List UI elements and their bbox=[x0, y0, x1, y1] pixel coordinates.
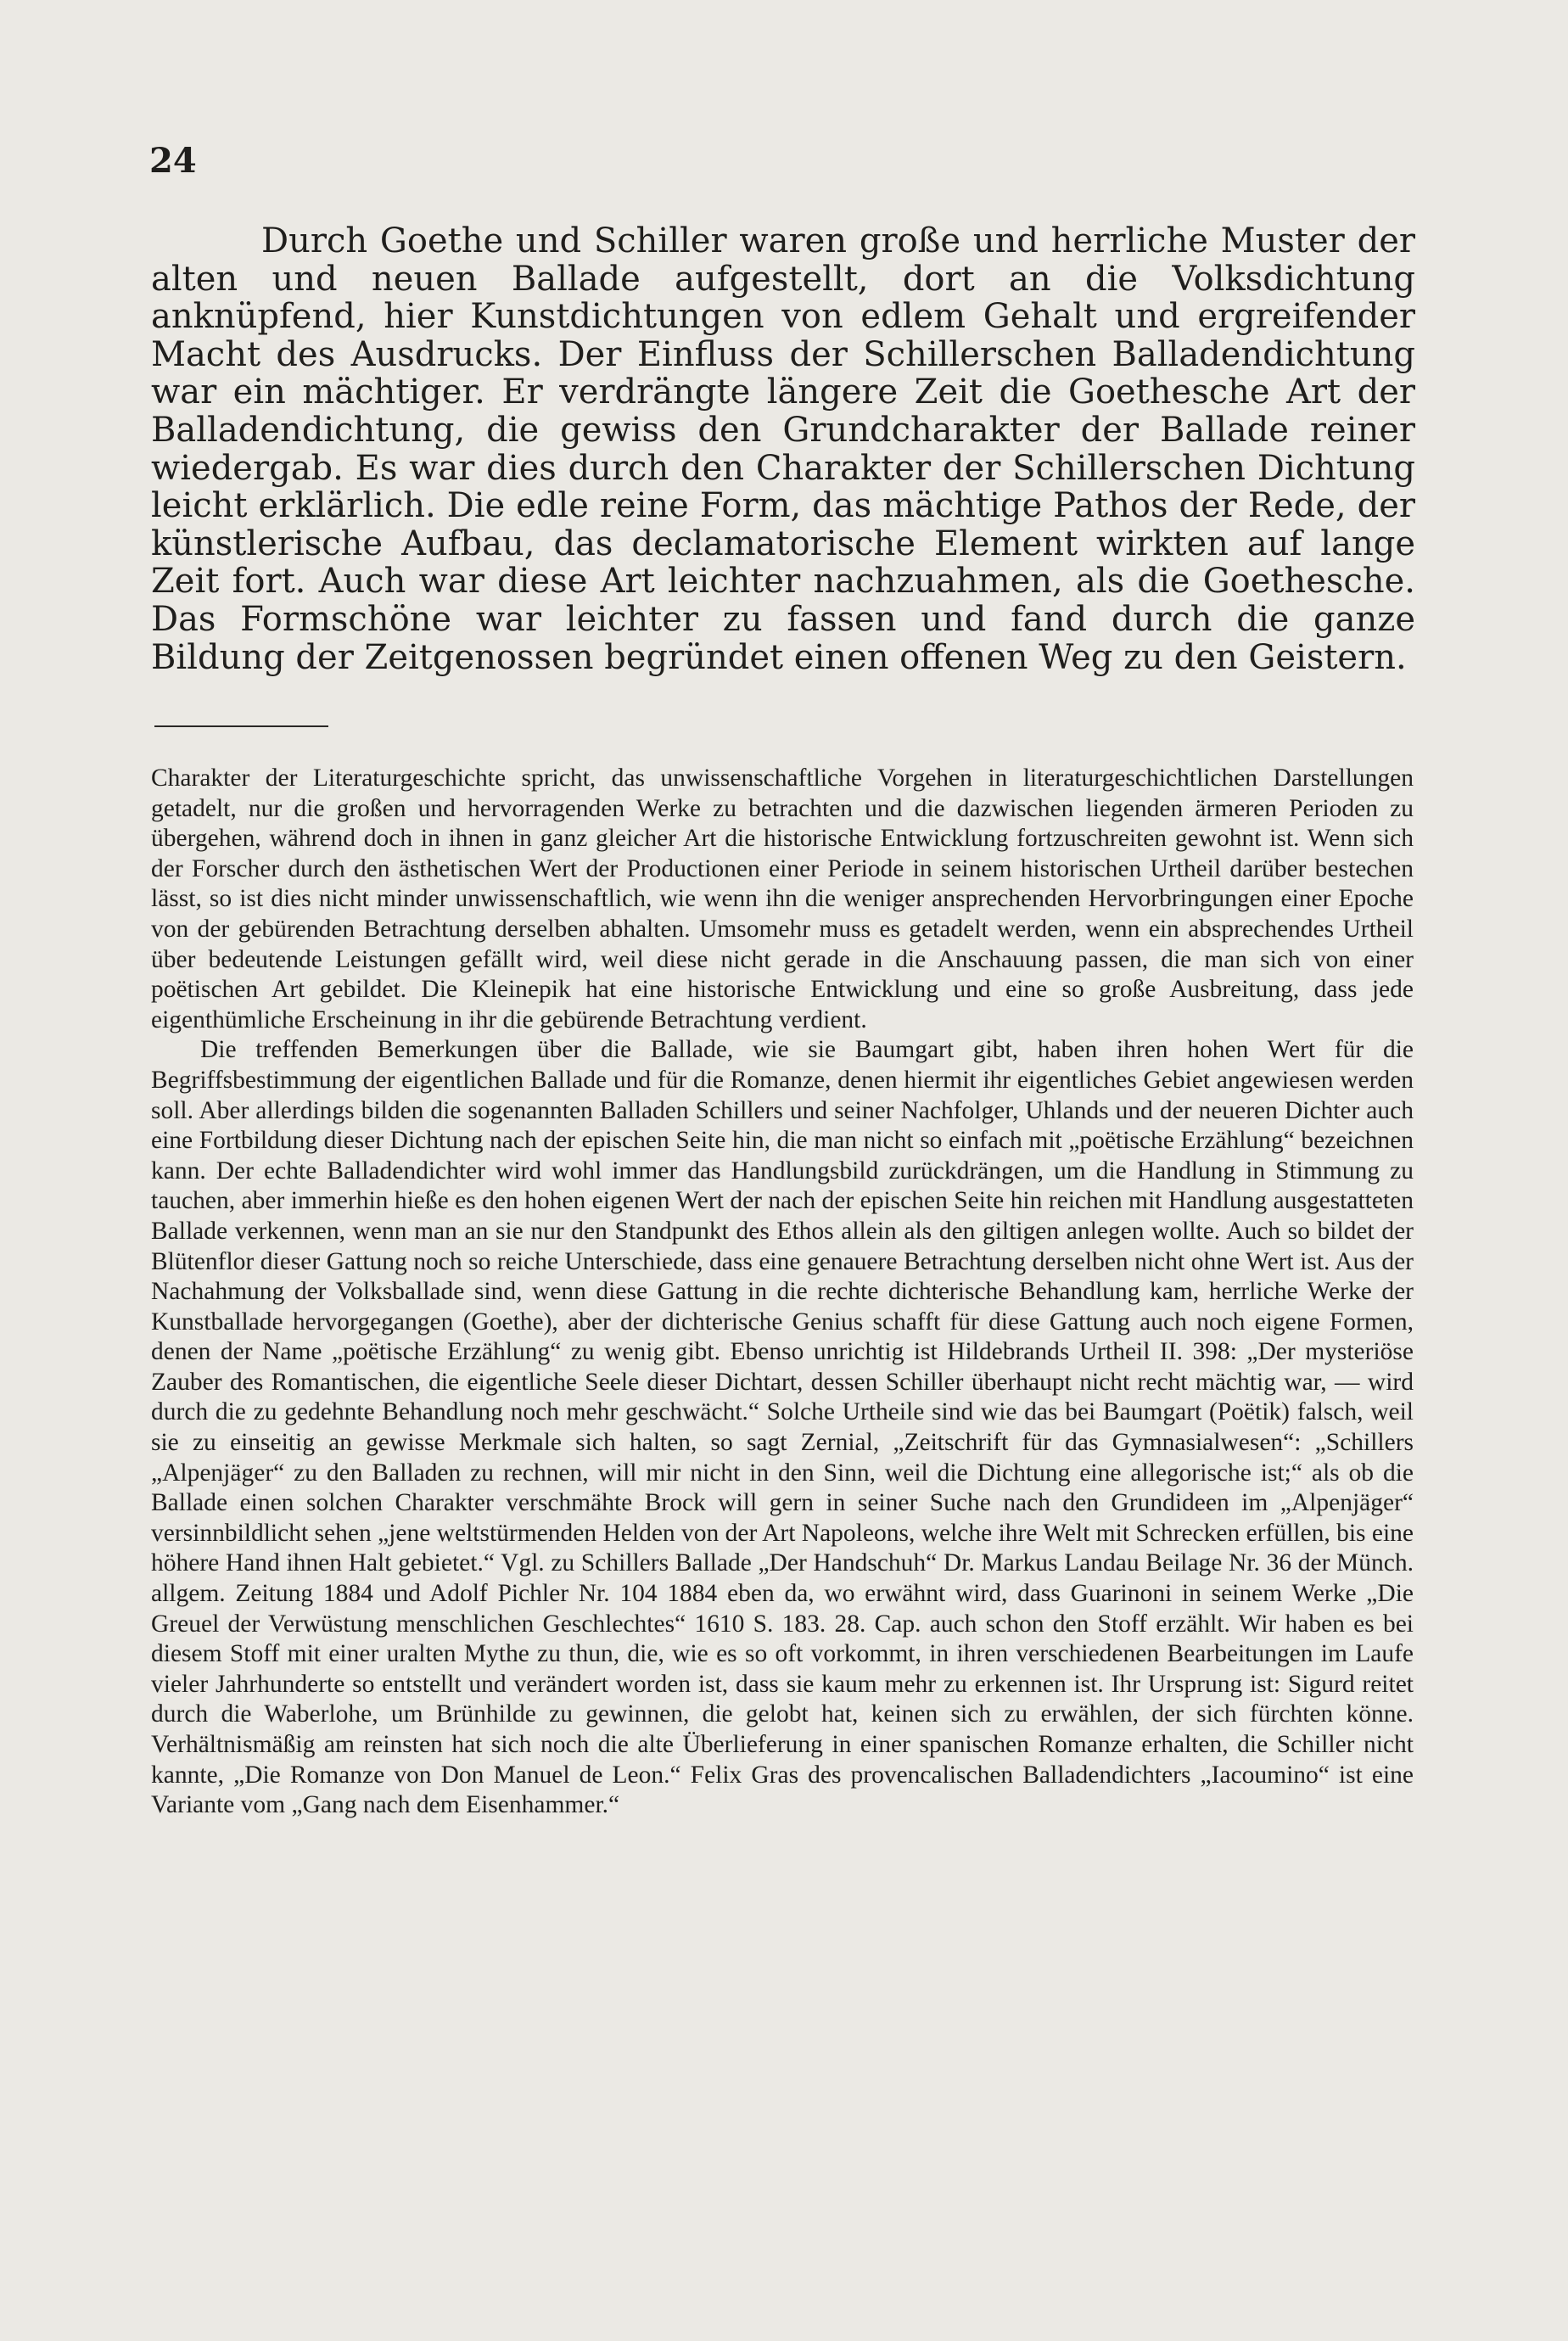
footnote-paragraph-1: Charakter der Literaturgeschichte spricht, das unwissenschaftliche Vorgehen in literaturgeschichtlichen Darstellungen getadelt, nur die großen und hervorragenden Werke zu betrachten und die dazwischen liegenden ärmeren Perioden zu übergehen, während doch in ihnen in ganz gleicher Art die historische Entwicklung fortzuschreiten gewohnt ist. Wenn sich der Forscher durch den ästhetischen Wert der Productionen einer Periode in seinem historischen Urtheil darüber bestechen lässt, so ist dies nicht minder unwissenschaftlich, wie wenn ihn die weniger ansprechenden Hervorbringungen einer Epoche von der gebürenden Betrachtung derselben abhalten. Umsomehr muss es getadelt werden, wenn ein absprechendes Urtheil über bedeutende Leistungen gefällt wird, weil diese nicht gerade in die Anschauung passen, die man sich von einer poëtischen Art gebildet. Die Kleinepik hat eine historische Entwicklung und eine so große Ausbreitung, dass jede eigenthümliche Erscheinung in ihr die gebürende Betrachtung verdient. bbox=[151, 764, 1414, 1033]
page-number: 24 bbox=[149, 141, 197, 181]
footnote-divider bbox=[154, 725, 328, 727]
footnote bbox=[151, 764, 1414, 1821]
main-paragraph: Durch Goethe und Schiller waren große und herrliche Muster der alten und neuen Ballade aufgestellt, dort an die Volksdichtung anknüpfend, hier Kunstdichtungen von edlem Gehalt und ergreifender Macht des Ausdrucks. Der Einfluss der Schillerschen Balladendichtung war ein mächtiger. Er verdrängte längere Zeit die Goethesche Art der Balladendichtung, die gewiss den Grundcharakter der Ballade reiner wiedergab. Es war dies durch den Charakter der Schillerschen Dichtung leicht erklärlich. Die edle reine Form, das mächtige Pathos der Rede, der künstlerische Aufbau, das declamatorische Element wirkten auf lange Zeit fort. Auch war diese Art leichter nachzuahmen, als die Goethesche. Das Formschöne war leichter zu fassen und fand durch die ganze Bildung der Zeitgenossen begründet einen offenen Weg zu den Geistern. bbox=[151, 221, 1415, 677]
main-text bbox=[151, 222, 1415, 676]
footnote-paragraph-2: Die treffenden Bemerkungen über die Ballade, wie sie Baumgart gibt, haben ihren hohen Wert für die Begriffsbestimmung der eigentlichen Ballade und für die Romanze, denen hiermit ihr eigentliches Gebiet angewiesen werden soll. Aber allerdings bilden die sogenannten Balladen Schillers und seiner Nachfolger, Uhlands und der neueren Dichter auch eine Fortbildung dieser Dichtung nach der epischen Seite hin, die man nicht so einfach mit „poëtische Erzählung“ bezeichnen kann. Der echte Balladendichter wird wohl immer das Handlungsbild zurückdrängen, um die Handlung in Stimmung zu tauchen, aber immerhin hieße es den hohen eigenen Wert der nach der epischen Seite hin reichen mit Handlung ausgestatteten Ballade verkennen, wenn man an sie nur den Standpunkt des Ethos allein als den giltigen anlegen wollte. Auch so bildet der Blütenflor dieser Gattung noch so reiche Unterschiede, dass eine genauere Betrachtung derselben nicht ohne Wert ist. Aus der Nachahmung der Volksballade sind, wenn diese Gattung in die rechte dichterische Behandlung kam, herrliche Werke der Kunstballade hervorgegangen (Goethe), aber der dichterische Genius schafft für diese Gattung auch noch eigene Formen, denen der Name „poëtische Erzählung“ zu wenig gibt. Ebenso unrichtig ist Hildebrands Urtheil II. 398: „Der mysteriöse Zauber des Romantischen, die eigentliche Seele dieser Dichtart, dessen Schiller überhaupt nicht recht mächtig war, — wird durch die zu gedehnte Behandlung noch mehr geschwächt.“ Solche Urtheile sind wie das bei Baumgart (Poëtik) falsch, weil sie zu einseitig an gewisse Merkmale sich halten, so sagt Zernial, „Zeitschrift für das Gymnasialwesen“: „Schillers „Alpenjäger“ zu den Balladen zu rechnen, will mir nicht in den Sinn, weil die Dichtung eine allegorische ist;“ als ob die Ballade einen solchen Charakter verschmähte Brock will gern in seiner Suche nach den Grundideen im „Alpenjäger“ versinnbildlicht sehen „jene weltstürmenden Helden von der Art Napoleons, welche ihre Welt mit Schrecken erfüllen, bis eine höhere Hand ihnen Halt gebietet.“ Vgl. zu Schillers Ballade „Der Handschuh“ Dr. Markus Landau Beilage Nr. 36 der Münch. allgem. Zeitung 1884 und Adolf Pichler Nr. 104 1884 eben da, wo erwähnt wird, dass Guarinoni in seinem Werke „Die Greuel der Verwüstung menschlichen Geschlechtes“ 1610 S. 183. 28. Cap. auch schon den Stoff erzählt. Wir haben es bei diesem Stoff mit einer uralten Mythe zu thun, die, wie es so oft vorkommt, in ihren verschiedenen Bearbeitungen im Laufe vieler Jahrhunderte so entstellt und verändert worden ist, dass sie kaum mehr zu erkennen ist. Ihr Ursprung ist: Sigurd reitet durch die Waberlohe, um Brünhilde zu gewinnen, die gelobt hat, keinen sich zu erwählen, der sich fürchten könne. Verhältnismäßig am reinsten hat sich noch die alte Überlieferung in einer spanischen Romanze erhalten, die Schiller nicht kannte, „Die Romanze von Don Manuel de Leon.“ Felix Gras des provencalischen Balladendichters „Iacoumino“ ist eine Variante vom „Gang nach dem Eisenhammer.“ bbox=[151, 1036, 1414, 1819]
